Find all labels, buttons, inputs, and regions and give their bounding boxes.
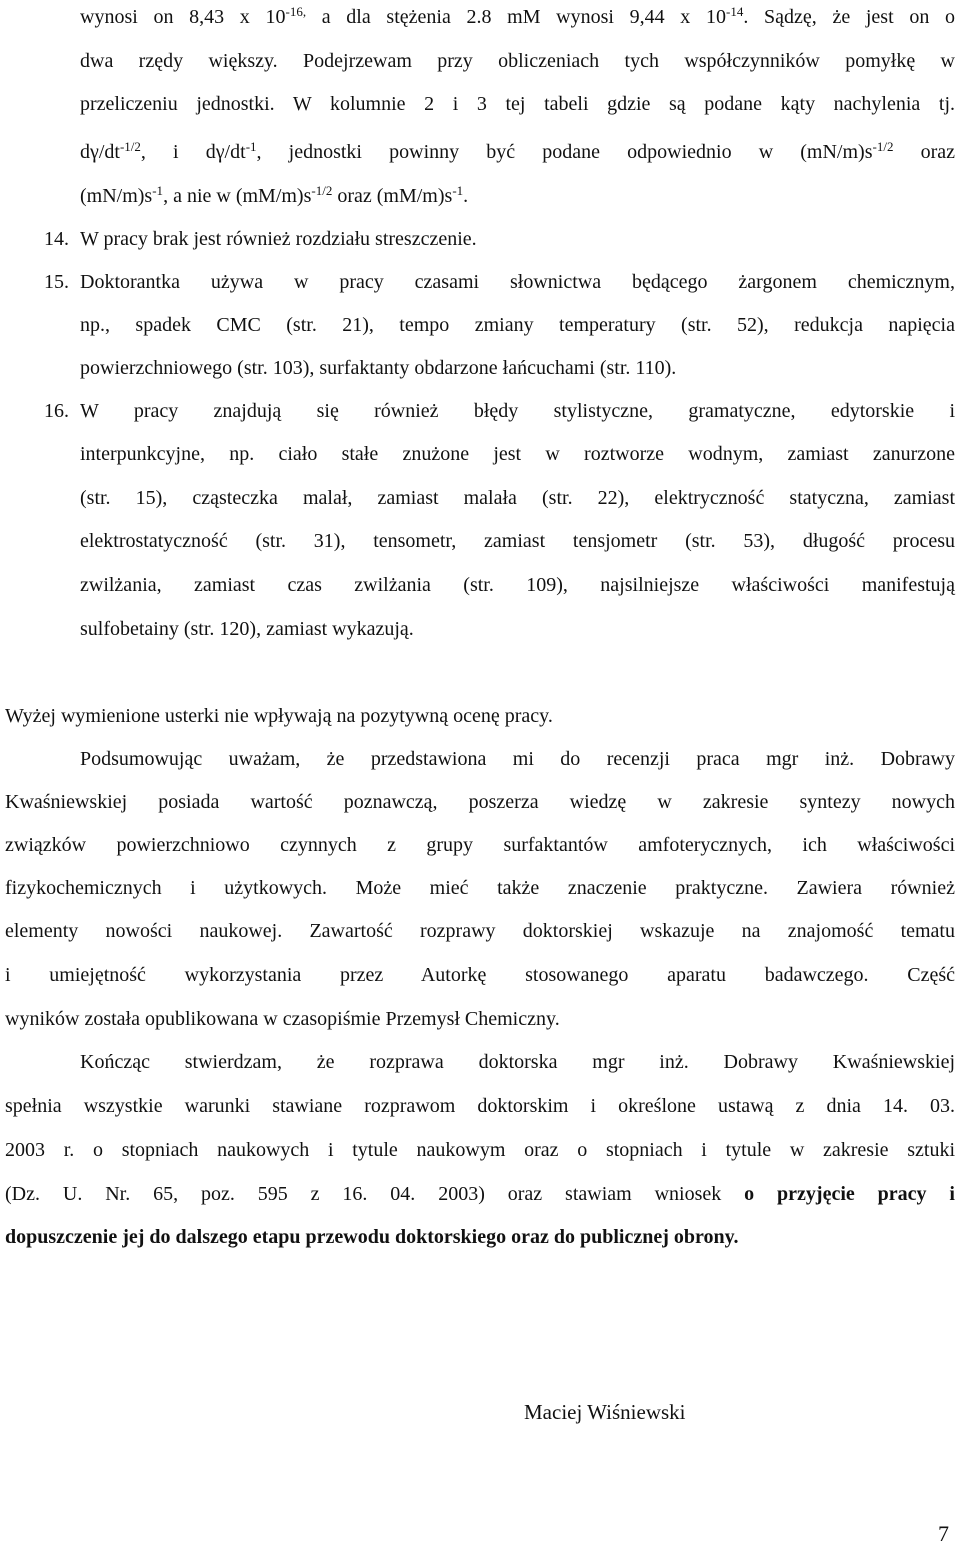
motion-text: dopuszczenie jej do dalszego etapu przewodu doktorskiego oraz do publicznej obrony.: [5, 1226, 739, 1248]
final-paragraph-line: Kończąc stwierdzam, że rozprawa doktorska mgr inż. Dobrawy Kwaśniewskiej: [80, 1051, 955, 1073]
reviewer-signature: Maciej Wiśniewski: [524, 1400, 686, 1424]
final-paragraph-line: spełnia wszystkie warunki stawiane rozprawom doktorskim i określone ustawą z dnia 14. 03.: [5, 1095, 955, 1117]
list-item-text: (str. 15), cząsteczka malał, zamiast malała (str. 22), elektryczność statyczna, zamiast: [80, 487, 955, 509]
conclusion-paragraph-line: Podsumowując uważam, że przedstawiona mi do recenzji praca mgr inż. Dobrawy: [80, 748, 955, 770]
list-item-text: Doktorantka używa w pracy czasami słownictwa będącego żargonem chemicznym,: [80, 271, 955, 293]
conclusion-paragraph-line: związków powierzchniowo czynnych z grupy surfaktantów amfoterycznych, ich właściwości: [5, 834, 955, 856]
list-item-number: 16.: [44, 400, 69, 422]
final-paragraph-line: (Dz. U. Nr. 65, poz. 595 z 16. 04. 2003) oraz stawiam wniosek o przyjęcie pracy i: [5, 1183, 955, 1205]
body-text-line: $(mN/m)s^{-1}$, a nie w $(mM/m)s^{-1/2}$ oraz $(mM/m)s^{-1}$.: [80, 183, 469, 207]
list-item-text: zwilżania, zamiast czas zwilżania (str. 109), najsilniejsze właściwości manifestują: [80, 574, 955, 596]
list-item-number: 14.: [44, 228, 69, 250]
list-item-text: sulfobetainy (str. 120), zamiast wykazują.: [80, 618, 414, 640]
conclusion-paragraph-line: wyników została opublikowana w czasopiśmie Przemysł Chemiczny.: [5, 1008, 560, 1030]
conclusion-paragraph-line: fizykochemicznych i użytkowych. Może mieć także znaczenie praktyczne. Zawiera również: [5, 877, 955, 899]
motion-text: o przyjęcie pracy i: [744, 1183, 955, 1205]
final-paragraph-line: 2003 r. o stopniach naukowych i tytule naukowym oraz o stopniach i tytule w zakresie sztuki: [5, 1139, 955, 1161]
list-item-text: interpunkcyjne, np. ciało stałe znużone jest w roztworze wodnym, zamiast zanurzone: [80, 443, 955, 465]
list-item-text: W pracy znajdują się również błędy stylistyczne, gramatyczne, edytorskie i: [80, 400, 955, 422]
body-text-line: wynosi on 8,43 x $10^{-16,}$ a dla stężenia 2.8 mM wynosi 9,44 x $10^{-14}$. Sądzę, że jest on o: [80, 4, 955, 28]
list-item-text: elektrostatyczność (str. 31), tensometr, zamiast tensjometr (str. 53), długość procesu: [80, 530, 955, 552]
summary-line: Wyżej wymienione usterki nie wpływają na pozytywną ocenę pracy.: [5, 705, 553, 727]
list-item-text: np., spadek CMC (str. 21), tempo zmiany temperatury (str. 52), redukcja napięcia: [80, 314, 955, 336]
body-text-line: dwa rzędy większy. Podejrzewam przy obliczeniach tych współczynników pomyłkę w: [80, 50, 955, 72]
body-text-line: $d\gamma/dt^{-1/2}$, i $d\gamma/dt^{-1}$, jednostki powinny być podane odpowiednio w $(mN/m)s^{-1/2}$ oraz: [80, 139, 955, 163]
body-text-line: przeliczeniu jednostki. W kolumnie 2 i 3 tej tabeli gdzie są podane kąty nachylenia tj.: [80, 93, 955, 115]
list-item-text: powierzchniowego (str. 103), surfaktanty obdarzone łańcuchami (str. 110).: [80, 357, 677, 379]
conclusion-paragraph-line: Kwaśniewskiej posiada wartość poznawczą, poszerza wiedzę w zakresie syntezy nowych: [5, 791, 955, 813]
conclusion-paragraph-line: elementy nowości naukowej. Zawartość rozprawy doktorskiej wskazuje na znajomość tematu: [5, 920, 955, 942]
list-item-text: W pracy brak jest również rozdziału streszczenie.: [80, 228, 477, 250]
conclusion-paragraph-line: i umiejętność wykorzystania przez Autorkę stosowanego aparatu badawczego. Część: [5, 964, 955, 986]
page-number: 7: [938, 1521, 949, 1546]
list-item-number: 15.: [44, 271, 69, 293]
